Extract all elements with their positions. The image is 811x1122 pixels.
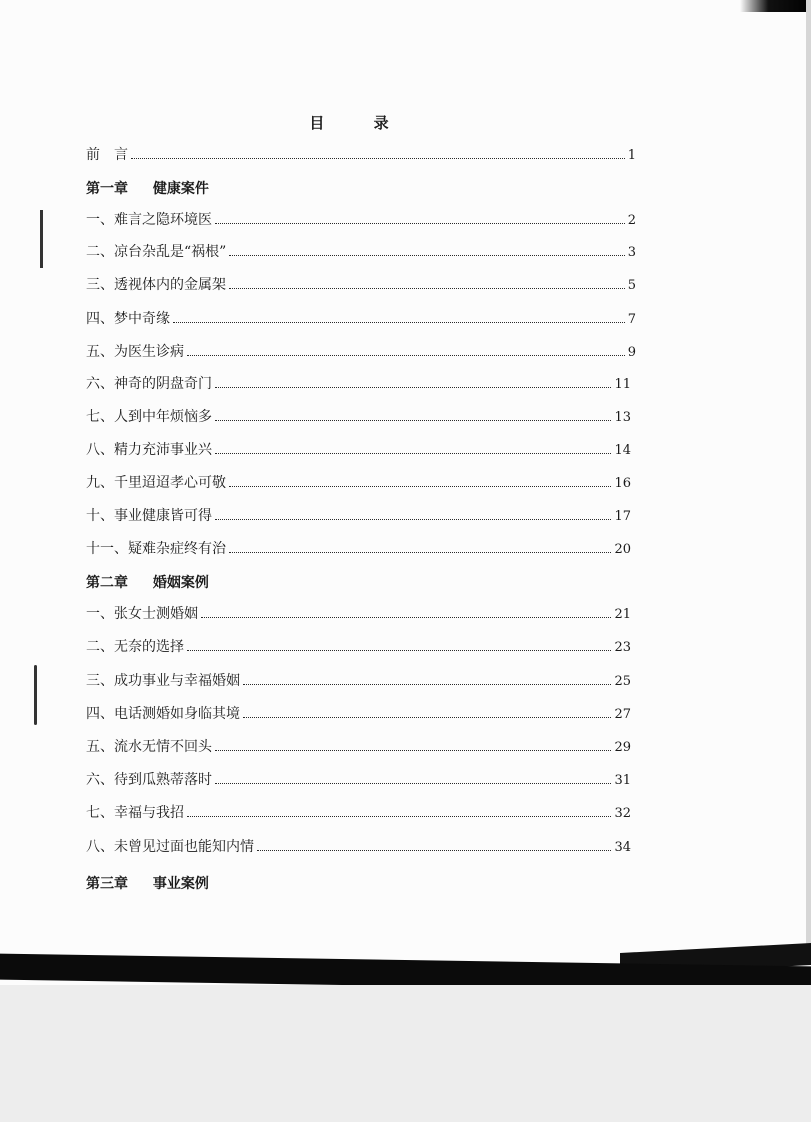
toc-entry[interactable] (86, 375, 631, 394)
toc-entry-label: 四、梦中奇缘 (86, 311, 170, 327)
toc-entry-page: 27 (614, 707, 631, 722)
toc-entry[interactable] (86, 672, 631, 691)
toc-entry-page: 21 (614, 607, 631, 622)
toc-entry-page: 25 (614, 674, 631, 689)
toc-entry-page: 34 (614, 840, 631, 855)
toc-entry-label: 九、千里迢迢孝心可敬 (86, 475, 226, 491)
binding-mark (40, 210, 43, 268)
toc-entry-label: 三、成功事业与幸福婚姻 (86, 673, 240, 689)
leader-dots (131, 158, 625, 159)
chapter-heading[interactable] (86, 873, 209, 893)
toc-entry-label: 一、难言之隐环境医 (86, 212, 212, 228)
toc-entry[interactable] (86, 605, 631, 624)
leader-dots (243, 684, 611, 685)
toc-entry-label: 六、神奇的阴盘奇门 (86, 376, 212, 392)
toc-entry[interactable] (86, 343, 636, 362)
leader-dots (215, 519, 611, 520)
chapter-name: 婚姻案例 (152, 575, 209, 591)
leader-dots (215, 420, 611, 421)
toc-entry-label: 七、人到中年烦恼多 (86, 409, 212, 425)
toc-entry-page: 16 (614, 476, 631, 491)
leader-dots (187, 355, 625, 356)
toc-entry[interactable] (86, 276, 636, 295)
toc-entry-label: 十一、疑难杂症终有治 (86, 541, 226, 557)
leader-dots (229, 552, 611, 553)
toc-entry-page: 11 (614, 377, 631, 392)
leader-dots (173, 322, 625, 323)
toc-entry-label: 七、幸福与我招 (86, 805, 184, 821)
chapter-name: 健康案件 (152, 181, 209, 197)
toc-entry-label: 六、待到瓜熟蒂落时 (86, 772, 212, 788)
toc-entry[interactable] (86, 738, 631, 757)
toc-entry-label: 三、透视体内的金属架 (86, 277, 226, 293)
toc-entry[interactable] (86, 243, 636, 262)
toc-entry-page: 13 (614, 410, 631, 425)
toc-entry-page: 9 (627, 345, 636, 360)
toc-title (0, 112, 700, 133)
leader-dots (215, 453, 611, 454)
chapter-name: 事业案例 (152, 876, 209, 892)
toc-title-char: 录 (373, 114, 391, 132)
toc-entry[interactable] (86, 211, 636, 230)
toc-entry-label: 八、未曾见过面也能知内情 (86, 839, 254, 855)
leader-dots (229, 288, 625, 289)
toc-entry[interactable] (86, 804, 631, 823)
page-edge (806, 0, 811, 960)
toc-entry[interactable] (86, 838, 631, 857)
leader-dots (215, 223, 625, 224)
leader-dots (215, 750, 611, 751)
toc-entry-label: 五、流水无情不回头 (86, 739, 212, 755)
leader-dots (187, 650, 611, 651)
toc-entry-page: 29 (614, 740, 631, 755)
toc-entry[interactable] (86, 310, 636, 329)
leader-dots (201, 617, 611, 618)
toc-entry-label: 十、事业健康皆可得 (86, 508, 212, 524)
toc-entry[interactable] (86, 146, 636, 165)
chapter-heading[interactable] (86, 572, 209, 592)
toc-entry-label: 四、电话测婚如身临其境 (86, 706, 240, 722)
toc-entry-label: 二、凉台杂乱是“祸根” (86, 244, 227, 260)
toc-entry[interactable] (86, 705, 631, 724)
leader-dots (229, 255, 624, 256)
toc-entry[interactable] (86, 771, 631, 790)
toc-entry[interactable] (86, 507, 631, 526)
toc-entry[interactable] (86, 638, 631, 657)
toc-entry-page: 1 (627, 148, 636, 163)
toc-entry[interactable] (86, 441, 631, 460)
toc-entry[interactable] (86, 474, 631, 493)
toc-entry[interactable] (86, 540, 631, 559)
leader-dots (229, 486, 611, 487)
toc-entry-page: 14 (614, 443, 631, 458)
chapter-number: 第一章 (86, 181, 128, 197)
leader-dots (243, 717, 611, 718)
toc-entry-label: 二、无奈的选择 (86, 639, 184, 655)
toc-title-char: 目 (309, 114, 327, 132)
scanner-bed (0, 985, 811, 1122)
leader-dots (215, 783, 611, 784)
toc-entry-page: 3 (627, 245, 636, 260)
chapter-number: 第二章 (86, 575, 128, 591)
toc-entry-label: 五、为医生诊病 (86, 344, 184, 360)
leader-dots (215, 387, 611, 388)
toc-entry-page: 32 (614, 806, 631, 821)
toc-entry-page: 31 (614, 773, 631, 788)
toc-entry[interactable] (86, 408, 631, 427)
leader-dots (257, 850, 611, 851)
toc-entry-label: 一、张女士测婚姻 (86, 606, 198, 622)
chapter-heading[interactable] (86, 178, 209, 198)
toc-entry-page: 20 (614, 542, 631, 557)
toc-entry-page: 5 (627, 278, 636, 293)
leader-dots (187, 816, 611, 817)
chapter-number: 第三章 (86, 876, 128, 892)
toc-entry-page: 7 (627, 312, 636, 327)
toc-entry-page: 23 (614, 640, 631, 655)
toc-entry-page: 2 (627, 213, 636, 228)
scan-shadow-top (740, 0, 811, 12)
toc-entry-page: 17 (614, 509, 631, 524)
toc-entry-label: 八、精力充沛事业兴 (86, 442, 212, 458)
toc-entry-label: 前 言 (86, 147, 128, 163)
binding-mark (34, 665, 37, 725)
